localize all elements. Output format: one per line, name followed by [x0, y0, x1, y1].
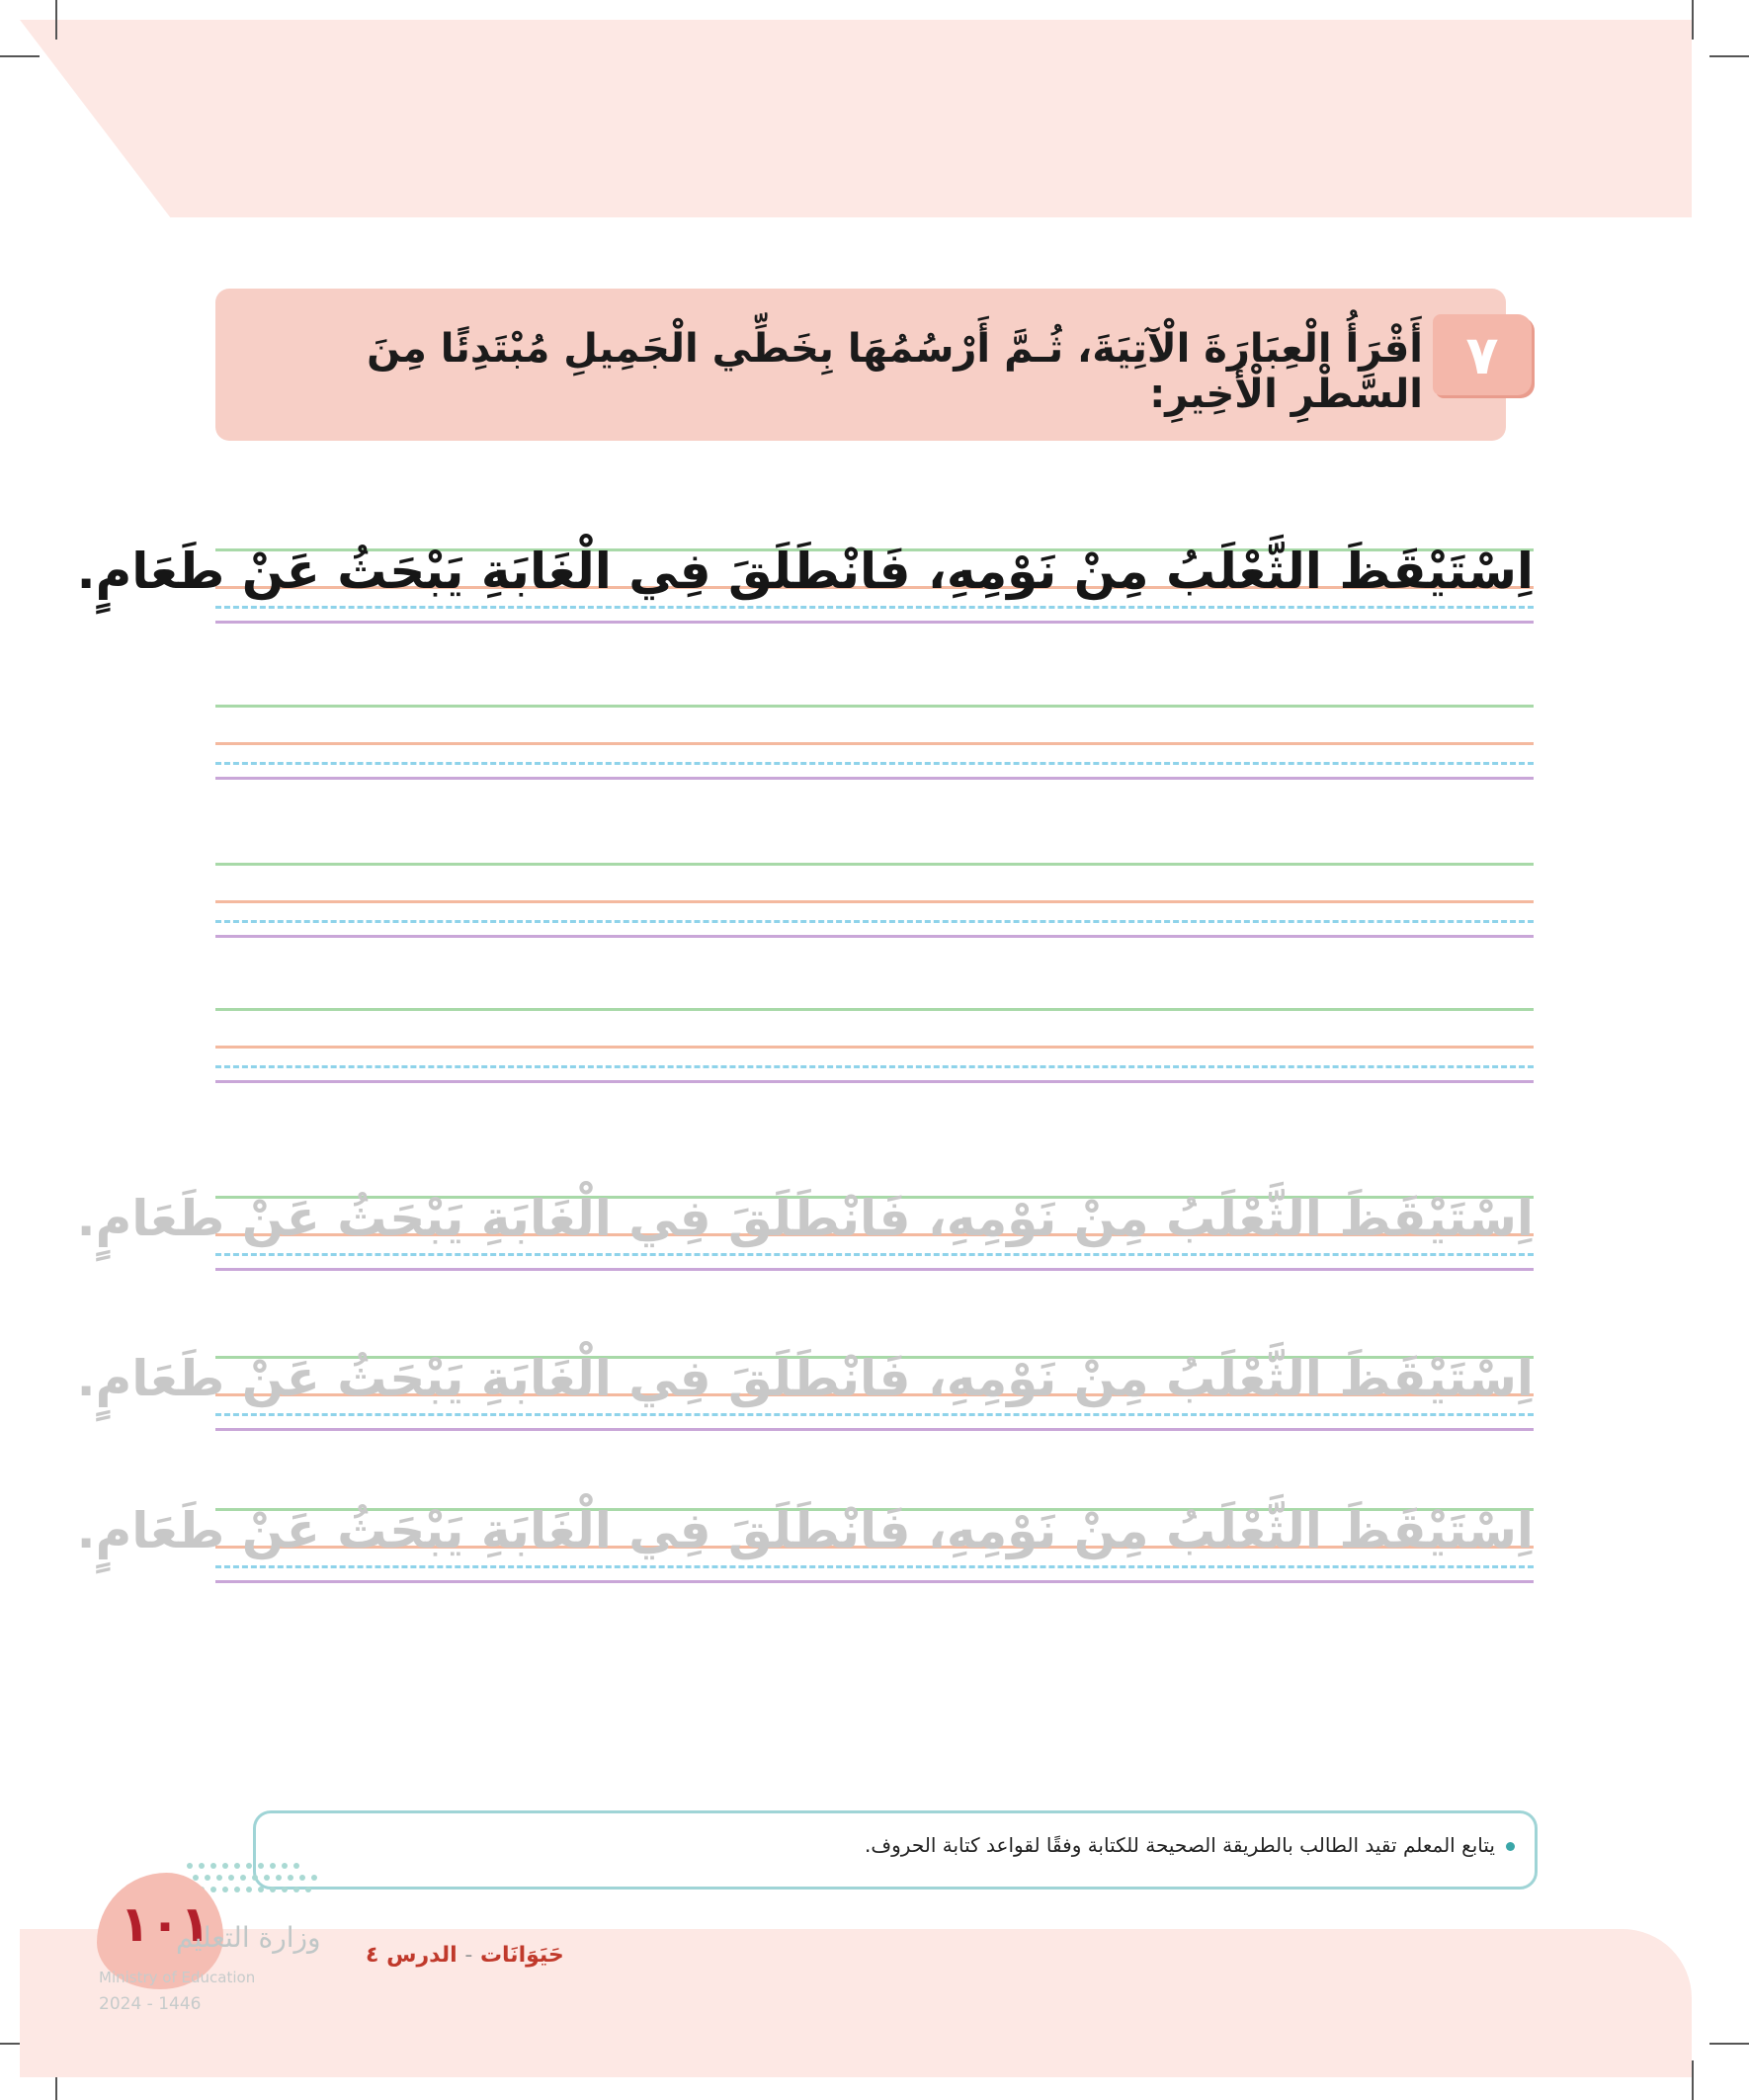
trace-sentence: اِسْتَيْقَظَ الثَّعْلَبُ مِنْ نَوْمِهِ، فَانْطَلَقَ فِي الْغَابَةِ يَبْحَثُ عَنْ طَعَامٍ. — [76, 1190, 1534, 1247]
trace-sentence: اِسْتَيْقَظَ الثَّعْلَبُ مِنْ نَوْمِهِ، فَانْطَلَقَ فِي الْغَابَةِ يَبْحَثُ عَنْ طَعَامٍ. — [76, 1350, 1534, 1407]
empty-writing-line[interactable] — [215, 863, 1534, 942]
bullet-icon — [1506, 1842, 1515, 1851]
ministry-year: 2024 - 1446 — [99, 1994, 202, 2014]
question-instruction: أَقْرَأُ الْعِبَارَةَ الْآتِيَةَ، ثُـمَّ أَرْسُمُهَا بِخَطِّي الْجَمِيلِ مُبْتَدِئًا مِنَ السَّطْرِ الْأَخِيرِ: — [367, 326, 1423, 417]
model-sentence: اِسْتَيْقَظَ الثَّعْلَبُ مِنْ نَوْمِهِ، فَانْطَلَقَ فِي الْغَابَةِ يَبْحَثُ عَنْ طَعَامٍ. — [76, 543, 1534, 600]
empty-writing-line[interactable] — [215, 1008, 1534, 1087]
trace-writing-line[interactable] — [76, 1190, 1534, 1275]
teacher-note: يتابع المعلم تقيد الطالب بالطريقة الصحيحة للكتابة وفقًا لقواعد كتابة الحروف. — [865, 1833, 1495, 1857]
question-number: ٧ — [1433, 314, 1532, 395]
ministry-name-arabic: وزارة التعليم — [176, 1921, 321, 1954]
page-number: ١٠١ — [120, 1895, 210, 1953]
trace-writing-line[interactable] — [76, 1502, 1534, 1587]
crop-mark — [55, 0, 57, 40]
crop-mark — [1692, 0, 1694, 40]
crop-mark — [1709, 2043, 1749, 2045]
top-decorative-band — [20, 20, 1692, 217]
footer-unit: حَيَوَانَات — [479, 1943, 564, 1968]
footer-lesson: الدرس ٤ — [366, 1943, 458, 1968]
crop-mark — [1692, 2060, 1694, 2100]
crop-mark — [1709, 55, 1749, 57]
model-writing-line — [76, 543, 1534, 628]
ministry-name-english: Ministry of Education — [99, 1969, 256, 1986]
footer-separator: - — [464, 1943, 473, 1968]
teacher-note-box — [253, 1810, 1538, 1890]
trace-writing-line[interactable] — [76, 1350, 1534, 1435]
footer-unit-lesson — [366, 1943, 564, 1968]
crop-mark — [0, 55, 40, 57]
trace-sentence: اِسْتَيْقَظَ الثَّعْلَبُ مِنْ نَوْمِهِ، فَانْطَلَقَ فِي الْغَابَةِ يَبْحَثُ عَنْ طَعَامٍ. — [76, 1502, 1534, 1559]
empty-writing-line[interactable] — [215, 705, 1534, 784]
